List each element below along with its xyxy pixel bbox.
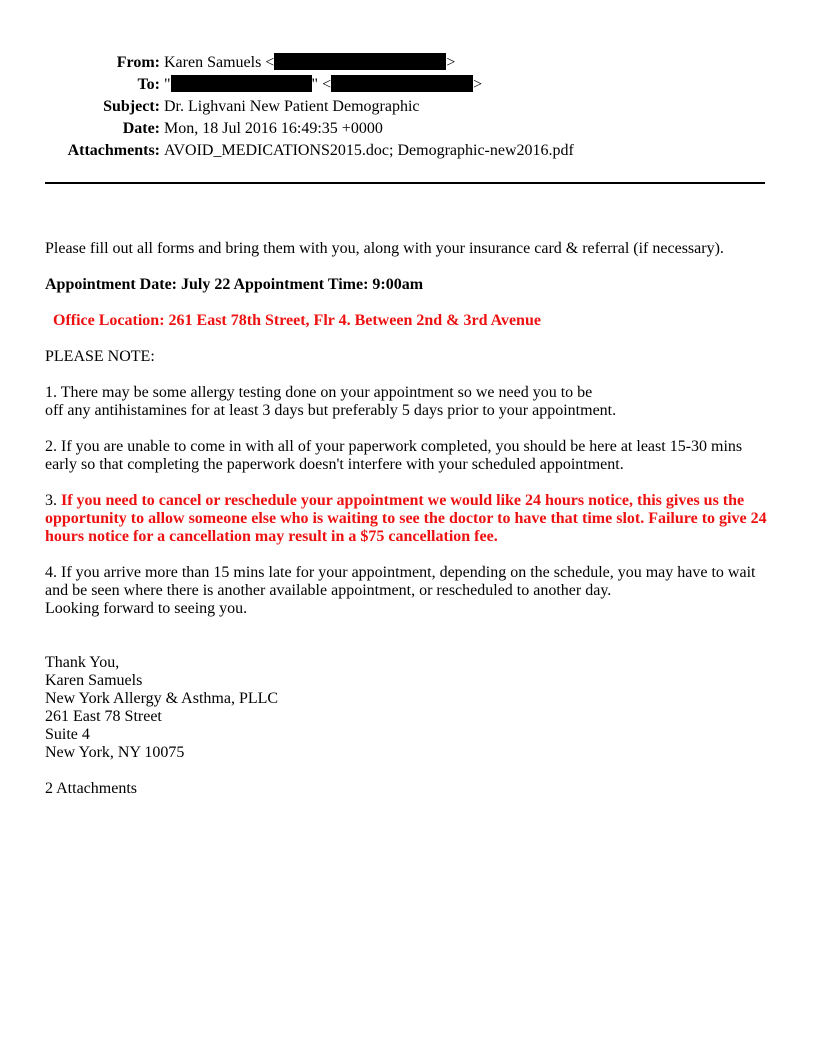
note-item-1-line-2: off any antihistamines for at least 3 days but preferably 5 days prior to your appointment. bbox=[45, 402, 617, 419]
signature-street: 261 East 78 Street bbox=[45, 708, 162, 725]
header-divider bbox=[45, 182, 765, 184]
to-row bbox=[0, 74, 816, 96]
redacted-from-email bbox=[274, 53, 446, 70]
note-item-3 bbox=[45, 492, 775, 546]
to-close: > bbox=[473, 76, 483, 93]
date-label: Date: bbox=[122, 120, 160, 137]
attachments-count: 2 Attachments bbox=[45, 780, 137, 797]
subject-value: Dr. Lighvani New Patient Demographic bbox=[164, 98, 420, 115]
note-item-4: 4. If you arrive more than 15 mins late for your appointment, depending on the schedule, you may have to wait and be seen where there is another available appointment, or rescheduled to another day. bbox=[45, 564, 756, 599]
signature-thanks: Thank You, bbox=[45, 654, 120, 671]
subject-row bbox=[0, 96, 816, 118]
signature-block bbox=[45, 654, 775, 762]
closing-line: Looking forward to seeing you. bbox=[45, 600, 248, 617]
from-close: > bbox=[446, 54, 456, 71]
from-row bbox=[0, 52, 816, 74]
redacted-to-name bbox=[171, 75, 312, 92]
date-value: Mon, 18 Jul 2016 16:49:35 +0000 bbox=[164, 120, 383, 137]
date-row bbox=[0, 118, 816, 140]
attachments-value: AVOID_MEDICATIONS2015.doc; Demographic-new2016.pdf bbox=[164, 142, 574, 159]
signature-city: New York, NY 10075 bbox=[45, 744, 185, 761]
attachments-label: Attachments: bbox=[67, 142, 160, 159]
note-item-3-number: 3. bbox=[45, 492, 61, 509]
email-body bbox=[45, 240, 775, 816]
to-label: To: bbox=[137, 76, 160, 93]
redacted-to-email bbox=[331, 75, 473, 92]
note-item-2: 2. If you are unable to come in with all of your paperwork completed, you should be here at least 15-30 mins early so that completing the paperwork doesn't interfere with your scheduled appointment. bbox=[45, 438, 743, 473]
cancellation-policy: If you need to cancel or reschedule your appointment we would like 24 hours notice, this gives us the opportunity to allow someone else who is waiting to see the doctor to have that time slot. Failure to give 24 hours notice for a cancellation may result in a $75 cancellation fee. bbox=[45, 492, 767, 545]
please-note-heading: PLEASE NOTE: bbox=[45, 348, 155, 365]
attachments-row bbox=[0, 140, 816, 162]
note-item-1-line-1: 1. There may be some allergy testing done on your appointment so we need you to be bbox=[45, 384, 593, 401]
to-value bbox=[164, 74, 482, 96]
email-header bbox=[0, 52, 816, 162]
from-name: Karen Samuels < bbox=[164, 54, 275, 71]
subject-label: Subject: bbox=[103, 98, 160, 115]
to-quote-close: " < bbox=[311, 76, 332, 93]
intro-paragraph: Please fill out all forms and bring them with you, along with your insurance card & referral (if necessary). bbox=[45, 240, 724, 257]
signature-company: New York Allergy & Asthma, PLLC bbox=[45, 690, 279, 707]
signature-name: Karen Samuels bbox=[45, 672, 143, 689]
to-quote-open: " bbox=[164, 76, 171, 93]
from-value bbox=[164, 52, 455, 74]
appointment-details: Appointment Date: July 22 Appointment Time: 9:00am bbox=[45, 276, 424, 293]
office-location: Office Location: 261 East 78th Street, Flr 4. Between 2nd & 3rd Avenue bbox=[53, 312, 541, 329]
signature-suite: Suite 4 bbox=[45, 726, 90, 743]
from-label: From: bbox=[116, 54, 160, 71]
note-item-1 bbox=[45, 384, 775, 420]
